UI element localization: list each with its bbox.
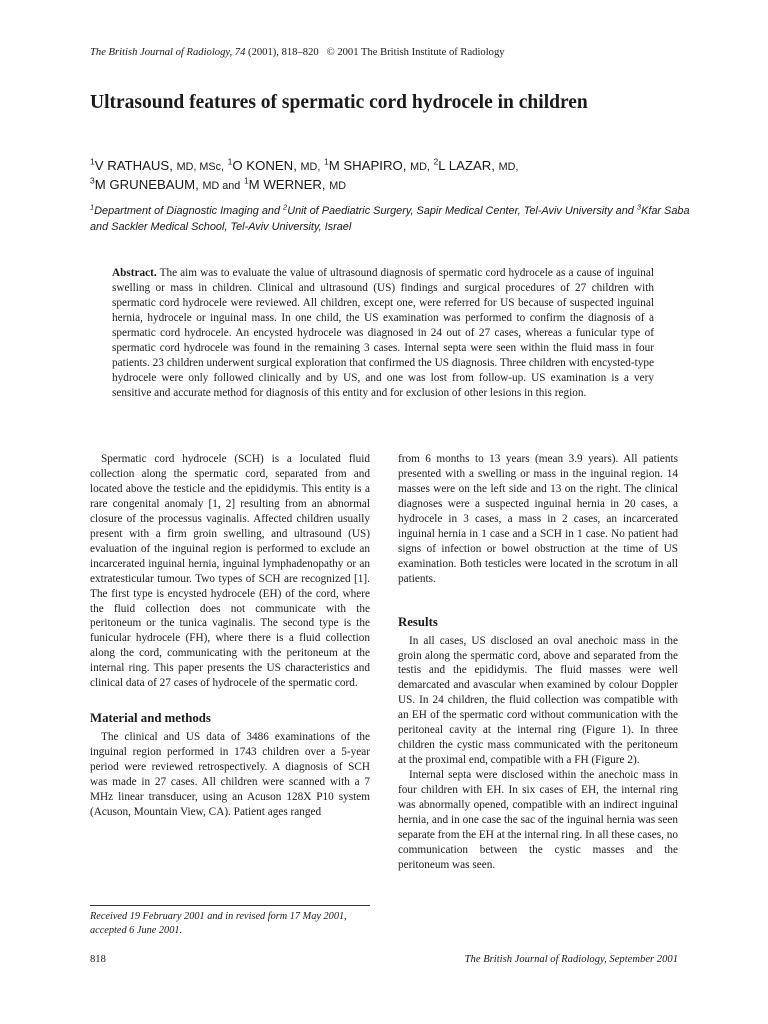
intro-paragraph: Spermatic cord hydrocele (SCH) is a loculated fluid collection along the spermatic cord, separated from and located above the testicle and the epididymis. This entity is a rare congenital anomaly [1, 2] resulting from an abnormal closure of the processus vaginalis. Affected children usually present with a firm groin swelling, and ultrasound (US) evaluation of the inguinal region is performed to exclude an incarcerated inguinal hernia, inguinal lymphadenopathy or an extratesticular tumour. Two types of SCH are recognized [1]. The first type is encysted hydrocele (EH) of the cord, where the fluid collection does not communicate with the peritoneum or the tunica vaginalis. The second type is the funicular hydrocele (FH), where there is a fluid collection along the cord, communicating with the peritoneum at the internal ring. This paper presents the US characteristics and clinical data of 27 cases of hydrocele of the spermatic cord. xyxy=(90,453,370,690)
author: $^1$M SHAPIRO, MD, xyxy=(324,156,430,173)
journal-volume: 74 xyxy=(234,47,246,58)
results-heading: Results xyxy=(398,614,438,629)
results-paragraph: Internal septa were disclosed within the anechoic mass in four children with EH. In six cases of EH, the internal ring was abnormally opened, compatible with an indirect inguinal hernia, and in one case the sac of the inguinal hernia was seen separate from the EH at the internal ring. In all these cases, no communication between the cystic masses and the peritoneum was seen. xyxy=(398,769,678,871)
author: $^2$L LAZAR, MD, xyxy=(433,156,519,173)
author: $^1$V RATHAUS, MD, MSc, xyxy=(90,156,224,173)
author-list xyxy=(90,157,690,195)
footer-journal-issue: The British Journal of Radiology, September 2001 xyxy=(464,954,678,965)
journal-year-pages: (2001), 818–820 xyxy=(248,47,319,58)
author: $^1$M WERNER, MD xyxy=(243,175,347,192)
received-footnote: Received 19 February 2001 and in revised form 17 May 2001, accepted 6 June 2001. xyxy=(90,911,347,936)
abstract-label: Abstract. xyxy=(112,267,157,279)
page-number: 818 xyxy=(90,954,106,965)
footnote-divider xyxy=(90,905,370,906)
author: $^1$O KONEN, MD, xyxy=(227,156,321,173)
abstract-text: The aim was to evaluate the value of ultrasound diagnosis of spermatic cord hydrocele as a cause of inguinal swelling or mass in children. Clinical and ultrasound (US) findings and surgical procedures of 27 children with spermatic cord hydrocele were reviewed. All children, except one, were referred for US because of suspected inguinal hernia, hydrocele or inguinal mass. In one child, the US examination was performed to confirm the diagnosis of a spermatic cord hydrocele. An encysted hydrocele was diagnosed in 24 out of 27 cases, whereas a funicular type of spermatic cord hydrocele was found in the remaining 3 cases. Internal septa were seen within the fluid mass in four patients. 23 children underwent surgical exploration that confirmed the US diagnosis. Three children with encysted-type hydrocele were only followed clinically and by US, and one was lost from follow-up. US examination is a very sensitive and accurate method for diagnosis of this entity and for exclusion of other lesions in this region. xyxy=(112,267,654,399)
abstract xyxy=(112,266,654,401)
copyright-notice: © 2001 The British Institute of Radiology xyxy=(326,47,505,58)
affiliations: $^1$Department of Diagnostic Imaging and $^2$Unit of Paediatric Surgery, Sapir Medical Center, Tel-Aviv University and $^3$Kfar Saba and Sackler Medical School, Tel-Aviv University, Israel xyxy=(90,202,690,233)
methods-paragraph-continued: from 6 months to 13 years (mean 3.9 years). All patients presented with a swelling or mass in the inguinal region. 14 masses were on the left side and 13 on the right. The clinical diagnoses were a suspected inguinal hernia in 20 cases, a hydrocele in 3 cases, a mass in 2 cases, an incarcerated inguinal hernia in 1 case and a SCH in 1 case. No patient had signs of infection or bowel obstruction at the time of US examination. Both testicles were located in the scrotum in all patients. xyxy=(398,453,678,585)
results-paragraph: In all cases, US disclosed an oval anechoic mass in the groin along the spermatic cord, above and separated from the testis and the epididymis. The fluid masses were well demarcated and avascular when examined by colour Doppler US. In 24 children, the fluid collection was compatible with an EH of the spermatic cord without communication with the peritoneal cavity at the internal ring (Figure 1). In three children the cystic mass communicated with the peritoneum at the proximal end, compatible with a FH (Figure 2). xyxy=(398,634,678,767)
author: $^3$M GRUNEBAUM, MD and xyxy=(90,175,241,192)
article-title: Ultrasound features of spermatic cord hydrocele in children xyxy=(90,92,588,113)
left-column xyxy=(90,452,370,820)
methods-heading: Material and methods xyxy=(90,711,211,726)
methods-paragraph: The clinical and US data of 3486 examinations of the inguinal region performed in 1743 children over a 5-year period were reviewed retrospectively. A diagnosis of SCH was made in 27 cases. All children were scanned with a 7 MHz linear transducer, using an Acuson 128X P10 system (Acuson, Mountain View, CA). Patient ages ranged xyxy=(90,731,370,819)
running-header xyxy=(90,47,690,58)
journal-name: The British Journal of Radiology, xyxy=(90,47,233,58)
right-column xyxy=(398,452,678,873)
